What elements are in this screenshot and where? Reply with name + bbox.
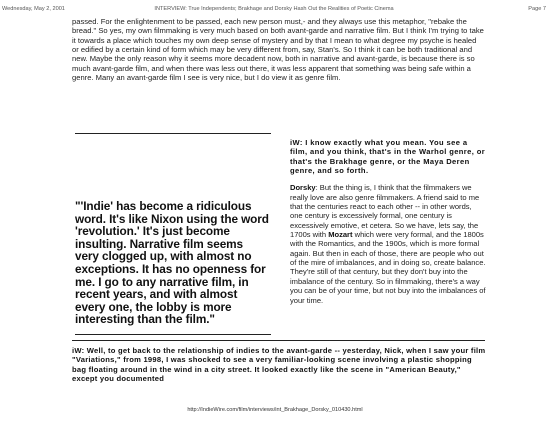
dorsky-answer: [290, 183, 486, 304]
bottom-question-block: [72, 346, 486, 383]
intro-paragraph: [72, 17, 484, 82]
interviewer-question: iW: I know exactly what you mean. You see a film, and you think, that's in the Warhol genre, or that's the Brakhage genre, or the Maya Deren genre, and so forth.: [290, 138, 486, 176]
footer-url: http://IndieWire.com/film/interviews/int_Brakhage_Dorsky_010430.html: [187, 407, 363, 413]
answer-text-1: : But the thing is, I think that the filmmakers we really love are also genre filmmakers. A friend said to me that the centuries react to each other -- in other words, one century is excessively formal, one century is excessively emotive, et cetera. So we have, lets say, the 1700s with: [290, 183, 480, 240]
right-column: [290, 138, 486, 313]
header-title: INTERVIEW: True Independents; Brakhage and Dorsky Hash Out the Realities of Poetic Cinema: [154, 6, 394, 12]
speaker-name: Dorsky: [290, 183, 316, 193]
intro-text: passed. For the enlightenment to be passed, each new person must,- and they always use this metaphor, "rebake the bread." So yes, my own filmmaking is very much based on both avant-garde and narrative film. But I think I'm trying to take it towards a place which touches my own deep sense of mystery and by that I mean to what degree my psyche is healed or edified by a certain kind of form which may be very different from, say, Stan's. So I think it can be both traditional and new. Maybe the only reason why it seems more decadent now, both in narrative and avant-garde, is because there is so much avant-garde film, and when there was less out there, it was less apparent that something was being safe within a genre. Many an avant-garde film I see is very nice, but I do view it as genre film.: [72, 17, 484, 83]
bottom-rule: [72, 340, 485, 341]
pull-quote-top-rule: [75, 133, 271, 134]
answer-text-2: which were very formal, and the 1800s with the Romantics, and the 1900s, which is more formal again. But then in each of those, there are people who out of the mire of imbalances, and in doing so, create balance. They're still of that century, but they don't buy into the imbalance of the century. So in filmmaking, there's a way you can be of your time, but not buy into the imbalances of your time.: [290, 230, 486, 305]
header-date: Wednesday, May 2, 2001: [2, 6, 65, 12]
pull-quote: "'Indie' has become a ridiculous word. It's like Nixon using the word 'revolution.' It's just become insulting. Narrative film seems very clogged up, with almost no exceptions. It has no openness for me. I go to any narrative film, in recent years, and with almost every one, the lobby is more interesting than the film.": [75, 199, 269, 327]
page-header: [2, 4, 546, 14]
pull-quote-bottom-rule: [75, 334, 271, 335]
mozart-link[interactable]: Mozart: [328, 230, 353, 240]
bottom-question-text: iW: Well, to get back to the relationship of indies to the avant-garde -- yesterday, Nick, when I saw your film "Variations," from 1998, I was shocked to see a very familiar-looking scene involving a plastic shopping bag floating around in the wind in a city street. It looked exactly like the scene in "American Beauty," except you documented: [72, 346, 486, 383]
header-page-number: Page 7: [528, 6, 546, 12]
